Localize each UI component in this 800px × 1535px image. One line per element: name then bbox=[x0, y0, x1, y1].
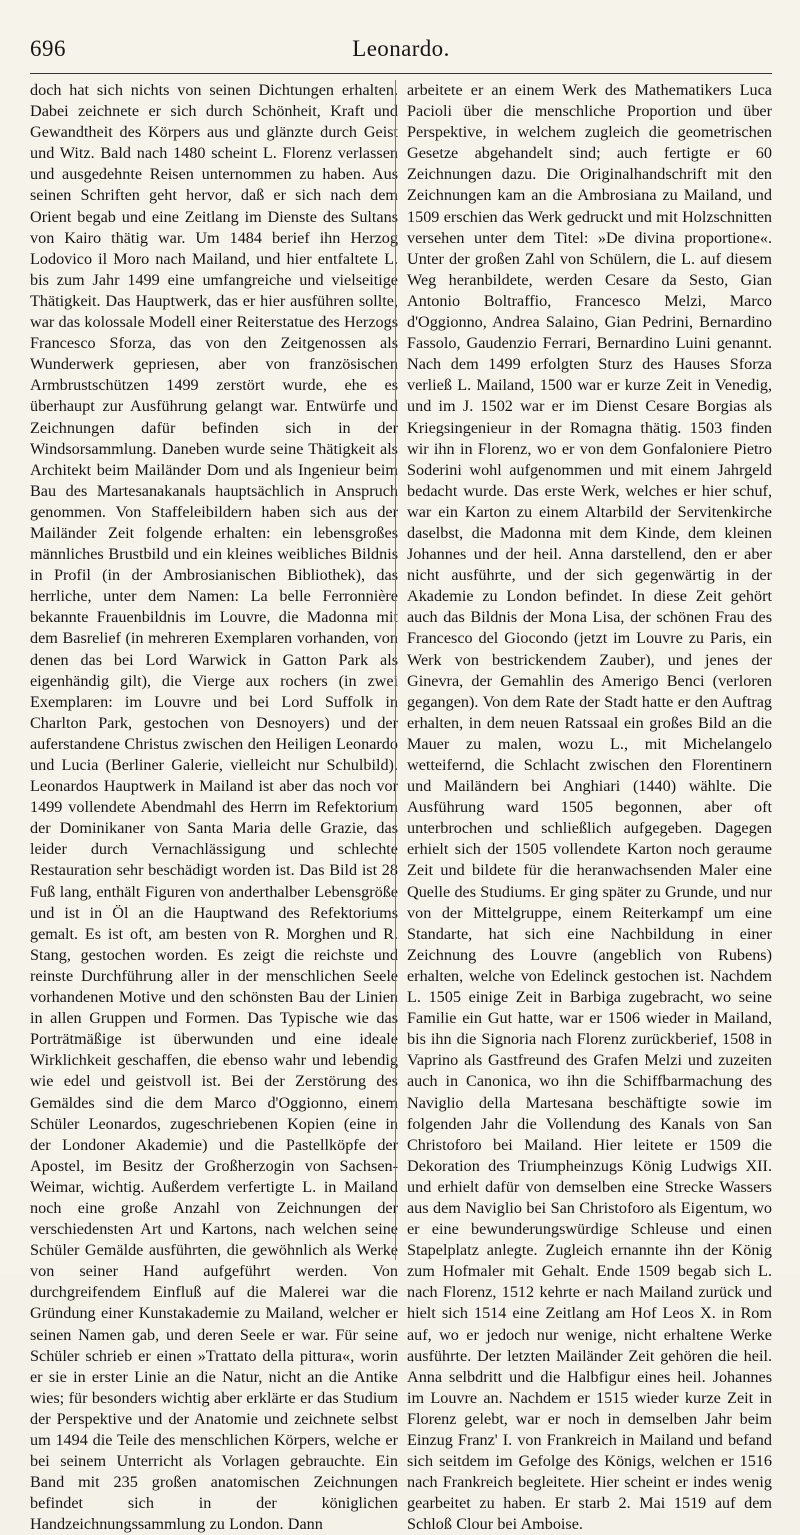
left-column bbox=[30, 80, 398, 1534]
left-column-text: doch hat sich nichts von seinen Dichtungen erhalten. Dabei zeichnete er sich durch Schönheit, Kraft und Gewandtheit des Körpers aus und glänzte durch Geist und Witz. Bald nach 1480 scheint L. Florenz verlassen und ausgedehnte Reisen unternommen zu haben. Aus seinen Schriften geht hervor, daß er sich nach dem Orient begab und eine Zeitlang im Dienste des Sultans von Kairo thätig war. Um 1484 berief ihn Herzog Lodovico il Moro nach Mailand, und hier entfaltete L. bis zum Jahr 1499 eine umfangreiche und vielseitige Thätigkeit. Das Hauptwerk, das er hier ausführen sollte, war das kolossale Modell einer Reiterstatue des Herzogs Francesco Sforza, das von den Zeitgenossen als Wunderwerk gepriesen, aber von französischen Armbrustschützen 1499 zerstört wurde, ehe es überhaupt zur Ausführung gelangt war. Entwürfe und Zeichnungen dafür befinden sich in der Windsorsammlung. Daneben wurde seine Thätigkeit als Architekt beim Mailänder Dom und als Ingenieur beim Bau des Martesanakanals hauptsächlich in Anspruch genommen. Von Staffeleibildern haben sich aus der Mailänder Zeit folgende erhalten: ein lebensgroßes männliches Brustbild und ein kleines weibliches Bildnis in Profil (in der Ambrosianischen Bibliothek), das herrliche, unter dem Namen: La belle Ferronnière bekannte Frauenbildnis im Louvre, die Madonna mit dem Basrelief (in mehreren Exemplaren vorhanden, von denen das bei Lord Warwick in Gatton Park als eigenhändig gilt), die Vierge aux rochers (in zwei Exemplaren: im Louvre und bei Lord Suffolk in Charlton Park, gestochen von Desnoyers) und der auferstandene Christus zwischen den Heiligen Leonardo und Lucia (Berliner Galerie, vielleicht nur Schulbild). Leonardos Hauptwerk in Mailand ist aber das noch vor 1499 vollendete Abendmahl des Herrn im Refektorium der Dominikaner von Santa Maria delle Grazie, das leider durch Vernachlässigung und schlechte Restauration sehr beschädigt worden ist. Das Bild ist 28 Fuß lang, enthält Figuren von anderthalber Lebensgröße und ist in Öl an die Hauptwand des Refektoriums gemalt. Es ist oft, am besten von R. Morghen und R. Stang, gestochen worden. Es zeigt die reichste und reinste Durchführung aller in der menschlichen Seele vorhandenen Motive und den schönsten Bau der Linien in allen Gruppen und Formen. Das Typische wie das Porträtmäßige ist überwunden und eine ideale Wirklichkeit geschaffen, die ebenso wahr und lebendig wie edel und geistvoll ist. Bei der Zerstörung des Gemäldes sind die dem Marco d'Oggionno, einem Schüler Leonardos, zugeschriebenen Kopien (eine in der Londoner Akademie) und die Pastellköpfe der Apostel, im Besitz der Großherzogin von Sachsen-Weimar, wichtig. Außerdem verfertigte L. in Mailand noch eine große Anzahl von Zeichnungen der verschiedensten Art und Kartons, nach welchen seine Schüler Gemälde ausführten, die gewöhnlich als Werke von seiner Hand aufgeführt werden. Von durchgreifendem Einfluß auf die Malerei war die Gründung einer Kunstakademie zu Mailand, welcher er seinen Namen gab, und deren Seele er war. Für seine Schüler schrieb er einen »Trattato della pittura«, worin er sie in erster Linie an die Natur, nicht an die Antike wies; für besonders wichtig aber erklärte er das Studium der Perspektive und der Anatomie und zeichnete selbst um 1494 die Teile des menschlichen Körpers, welche er bei seinem Unterricht als Vorlagen gebrauchte. Ein Band mit 235 großen anatomischen Zeichnungen befindet sich in der königlichen Handzeichnungssammlung zu London. Dann bbox=[30, 81, 398, 1534]
header-rule bbox=[30, 73, 772, 74]
column-divider bbox=[395, 80, 396, 1260]
right-column bbox=[407, 80, 772, 1534]
right-column-text: arbeitete er an einem Werk des Mathematikers Luca Pacioli über die menschliche Proportion und über Perspektive, in welchem zugleich die geometrischen Gesetze abgehandelt sind; auch fertigte er 60 Zeichnungen dazu. Die Originalhandschrift mit den Zeichnungen kam an die Ambrosiana zu Mailand, und 1509 erschien das Werk gedruckt und mit Holzschnitten versehen unter dem Titel: »De divina proportione«. Unter der großen Zahl von Schülern, die L. auf diesem Weg heranbildete, werden Cesare da Sesto, Gian Antonio Boltraffio, Francesco Melzi, Marco d'Oggionno, Andrea Salaino, Gian Pedrini, Bernardino Fassolo, Gaudenzio Ferrari, Bernardino Luini genannt. Nach dem 1499 erfolgten Sturz des Hauses Sforza verließ L. Mailand, 1500 war er kurze Zeit in Venedig, und im J. 1502 war er im Dienst Cesare Borgias als Kriegsingenieur in der Romagna thätig. 1503 finden wir ihn in Florenz, wo er von dem Gonfaloniere Pietro Soderini wohl aufgenommen und mit einem Jahrgeld bedacht wurde. Das erste Werk, welches er hier schuf, war ein Karton zu einem Altarbild der Servitenkirche daselbst, die Madonna mit dem Kinde, dem kleinen Johannes und der heil. Anna darstellend, den er aber nicht ausführte, und der sich gegenwärtig in der Akademie zu London befindet. In diese Zeit gehört auch das Bildnis der Mona Lisa, der schönen Frau des Francesco del Giocondo (jetzt im Louvre zu Paris, ein Werk von bestrickendem Zauber), und jenes der Ginevra, der Gemahlin des Amerigo Benci (verloren gegangen). Von dem Rate der Stadt hatte er den Auftrag erhalten, in dem neuen Ratssaal ein großes Bild an die Mauer zu malen, wozu L., mit Michelangelo wetteifernd, die Schlacht zwischen den Florentinern und Mailändern bei Anghiari (1440) wählte. Die Ausführung ward 1505 begonnen, aber oft unterbrochen und schließlich aufgegeben. Dagegen erhielt sich der 1505 vollendete Karton noch geraume Zeit und bildete für die heranwachsenden Maler eine Quelle des Studiums. Er ging später zu Grunde, und nur von der Mittelgruppe, einem Reiterkampf um eine Standarte, hat sich eine Nachbildung in einer Zeichnung des Louvre (angeblich von Rubens) erhalten, welche von Edelinck gestochen ist. Nachdem L. 1505 einige Zeit in Barbiga zugebracht, wo seine Familie ein Gut hatte, war er 1506 wieder in Mailand, bis ihn die Signoria nach Florenz zurückberief, 1508 in Vaprino als Gastfreund des Grafen Melzi und zuzeiten auch in Canonica, wo ihn die Schiffbarmachung des Naviglio della Martesana beschäftigte sowie im folgenden Jahr die Vollendung des Kanals von San Christoforo bei Mailand. Hier leitete er 1509 die Dekoration des Triumpheinzugs König Ludwigs XII. und erhielt dafür von demselben eine Strecke Wassers aus dem Naviglio bei San Christoforo als Eigentum, wo er eine bewunderungswürdige Schleuse und einen Stapelplatz anlegte. Zugleich ernannte ihn der König zum Hofmaler mit Gehalt. Ende 1509 begab sich L. nach Florenz, 1512 kehrte er nach Mailand zurück und hielt sich 1514 eine Zeitlang am Hof Leos X. in Rom auf, wo er jedoch nur wenige, nicht erhaltene Werke ausführte. Der letzten Mailänder Zeit gehören die heil. Anna selbdritt und die Halbfigur eines heil. Johannes im Louvre an. Nachdem er 1515 wieder kurze Zeit in Florenz gelebt, war er noch in demselben Jahr beim Einzug Franz' I. von Frankreich in Mailand und befand sich seitdem im Gefolge des Königs, welchen er 1516 nach Frankreich begleitete. Hier scheint er indes wenig gearbeitet zu haben. Er starb 2. Mai 1519 auf dem Schloß Clour bei Amboise. bbox=[407, 81, 772, 1534]
page-number: 696 bbox=[30, 36, 66, 61]
page-header bbox=[30, 36, 772, 68]
running-title: Leonardo. bbox=[352, 36, 450, 61]
